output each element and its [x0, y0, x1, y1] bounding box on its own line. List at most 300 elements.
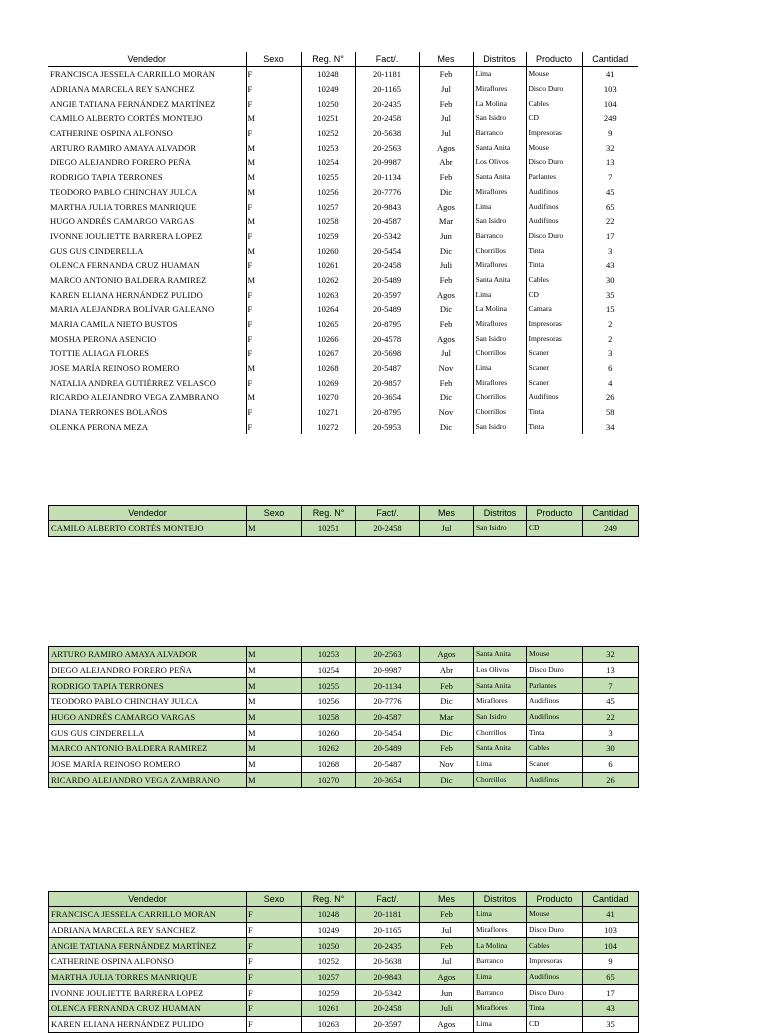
table-row — [49, 678, 639, 694]
cell-cantidad: 104 — [582, 96, 638, 111]
cell-cantidad: 104 — [583, 938, 639, 954]
cell-vendedor: OLENKA PERONA MEZA — [50, 421, 149, 432]
cell-sexo: F — [246, 331, 301, 346]
cell-vendedor: IVONNE JOULIETTE BARRERA LOPEZ — [50, 230, 203, 241]
cell-sexo: F — [246, 346, 301, 361]
cell-sexo: F — [246, 199, 301, 214]
cell-mes: Jul — [419, 126, 473, 141]
table-row — [48, 375, 638, 390]
cell-sexo: F — [246, 258, 301, 273]
cell-mes: Jul — [419, 82, 473, 97]
cell-mes: Feb — [420, 741, 474, 757]
cell-fact: 20-5489 — [355, 302, 419, 317]
cell-cantidad: 3 — [582, 346, 638, 361]
table-body — [49, 521, 639, 537]
table-row — [49, 1001, 639, 1017]
cell-reg-no: 10252 — [302, 954, 356, 970]
cell-cantidad: 41 — [583, 907, 639, 923]
cell-reg-no: 10263 — [302, 1016, 356, 1032]
cell-fact: 20-8795 — [355, 405, 419, 420]
cell-fact: 20-5953 — [355, 420, 419, 435]
table-row — [49, 725, 639, 741]
col-header-reg-no: Reg. N° — [301, 52, 355, 67]
table-row — [48, 199, 638, 214]
table-row — [49, 694, 639, 710]
cell-producto: Scaner — [526, 361, 582, 376]
table-row — [48, 140, 638, 155]
cell-reg-no: 10269 — [301, 375, 355, 390]
cell-producto: Mouse — [526, 140, 582, 155]
cell-sexo: F — [247, 954, 302, 970]
cell-mes: Jun — [419, 229, 473, 244]
cell-fact: 20-2563 — [356, 647, 420, 663]
cell-sexo: M — [246, 390, 301, 405]
cell-mes: Feb — [419, 67, 473, 82]
cell-fact: 20-1165 — [355, 82, 419, 97]
cell-distritos: Barranco — [474, 985, 527, 1001]
cell-sexo: F — [246, 420, 301, 435]
cell-reg-no: 10253 — [301, 140, 355, 155]
cell-sexo: F — [247, 1001, 302, 1017]
cell-cantidad: 30 — [583, 741, 639, 757]
cell-fact: 20-5638 — [356, 954, 420, 970]
cell-fact: 20-1181 — [356, 907, 420, 923]
cell-cantidad: 6 — [583, 756, 639, 772]
cell-vendedor: ANGIE TATIANA FERNÁNDEZ MARTÍNEZ — [49, 938, 247, 954]
table-row — [49, 922, 639, 938]
cell-sexo: M — [247, 741, 302, 757]
cell-cantidad: 6 — [582, 361, 638, 376]
cell-vendedor: FRANCISCA JESSELA CARRILLO MORAN — [49, 907, 247, 923]
cell-vendedor: ARTURO RAMIRO AMAYA ALVADOR — [49, 647, 247, 663]
cell-cantidad: 17 — [582, 229, 638, 244]
cell-reg-no: 10268 — [302, 756, 356, 772]
cell-mes: Feb — [419, 170, 473, 185]
cell-reg-no: 10251 — [302, 521, 356, 537]
cell-sexo: F — [246, 229, 301, 244]
col-header-fact: Fact/. — [356, 892, 420, 907]
table-row — [48, 243, 638, 258]
cell-reg-no: 10272 — [301, 420, 355, 435]
cell-distritos: Lima — [473, 361, 526, 376]
cell-cantidad: 7 — [583, 678, 639, 694]
cell-sexo: M — [246, 243, 301, 258]
cell-mes: Mar — [420, 709, 474, 725]
cell-distritos: Santa Anita — [473, 273, 526, 288]
cell-distritos: Santa Anita — [474, 741, 527, 757]
cell-reg-no: 10253 — [302, 647, 356, 663]
cell-cantidad: 249 — [583, 521, 639, 537]
cell-vendedor: ADRIANA MARCELA REY SANCHEZ — [49, 922, 247, 938]
col-header-cantidad: Cantidad — [583, 506, 639, 521]
cell-mes: Jul — [420, 922, 474, 938]
cell-producto: Audifinos — [527, 709, 583, 725]
cell-mes: Dic — [419, 390, 473, 405]
cell-producto: Tinta — [526, 420, 582, 435]
cell-reg-no: 10262 — [301, 273, 355, 288]
cell-vendedor: RODRIGO TAPIA TERRONES — [50, 172, 163, 183]
cell-sexo: F — [246, 405, 301, 420]
cell-cantidad: 65 — [582, 199, 638, 214]
cell-reg-no: 10270 — [302, 772, 356, 788]
col-header-reg-no: Reg. N° — [302, 892, 356, 907]
cell-reg-no: 10251 — [301, 111, 355, 126]
cell-vendedor: RODRIGO TAPIA TERRONES — [49, 678, 247, 694]
cell-reg-no: 10270 — [301, 390, 355, 405]
cell-reg-no: 10258 — [301, 214, 355, 229]
cell-mes: Dic — [419, 420, 473, 435]
cell-cantidad: 26 — [582, 390, 638, 405]
col-header-distritos: Distritos — [474, 506, 527, 521]
cell-vendedor: NATALIA ANDREA GUTIÉRREZ VELASCO — [50, 377, 216, 388]
cell-vendedor: MARIA ALEJANDRA BOLÍVAR GALEANO — [50, 304, 215, 315]
cell-producto: Tinta — [526, 258, 582, 273]
cell-cantidad: 58 — [582, 405, 638, 420]
cell-producto: Tinta — [527, 1001, 583, 1017]
cell-sexo: M — [247, 772, 302, 788]
table-row — [49, 709, 639, 725]
cell-producto: Scaner — [527, 756, 583, 772]
cell-reg-no: 10248 — [301, 67, 355, 82]
cell-distritos: San Isidro — [473, 420, 526, 435]
cell-vendedor: JOSE MARÍA REINOSO ROMERO — [49, 756, 247, 772]
cell-sexo: F — [247, 907, 302, 923]
cell-mes: Feb — [419, 96, 473, 111]
cell-fact: 20-2458 — [356, 1001, 420, 1017]
cell-sexo: M — [247, 647, 302, 663]
cell-mes: Agos — [420, 969, 474, 985]
cell-producto: Audifinos — [527, 694, 583, 710]
cell-sexo: M — [246, 214, 301, 229]
col-header-vendedor: Vendedor — [49, 506, 247, 521]
cell-distritos: Lima — [473, 199, 526, 214]
table-row — [49, 521, 639, 537]
cell-fact: 20-2458 — [355, 111, 419, 126]
cell-sexo: M — [246, 185, 301, 200]
table-row — [48, 302, 638, 317]
cell-distritos: Barranco — [473, 229, 526, 244]
cell-fact: 20-5454 — [356, 725, 420, 741]
cell-producto: Cables — [526, 273, 582, 288]
cell-fact: 20-3654 — [355, 390, 419, 405]
cell-cantidad: 22 — [583, 709, 639, 725]
cell-cantidad: 65 — [583, 969, 639, 985]
cell-sexo: F — [246, 96, 301, 111]
cell-vendedor: TEODORO PABLO CHINCHAY JULCA — [50, 186, 198, 197]
cell-mes: Agos — [420, 1016, 474, 1032]
cell-producto: Impresoras — [526, 317, 582, 332]
cell-mes: Feb — [420, 938, 474, 954]
cell-vendedor: KAREN ELIANA HERNÁNDEZ PULIDO — [49, 1016, 247, 1032]
cell-distritos: Lima — [474, 969, 527, 985]
cell-reg-no: 10265 — [301, 317, 355, 332]
cell-mes: Juli — [419, 258, 473, 273]
cell-sexo: M — [247, 725, 302, 741]
cell-fact: 20-1165 — [356, 922, 420, 938]
cell-reg-no: 10254 — [301, 155, 355, 170]
col-header-cantidad: Cantidad — [582, 52, 638, 67]
cell-vendedor: TOTTIE ALIAGA FLORES — [50, 348, 150, 359]
cell-producto: Scaner — [526, 375, 582, 390]
col-header-mes: Mes — [420, 506, 474, 521]
cell-reg-no: 10248 — [302, 907, 356, 923]
cell-vendedor: MARIA CAMILA NIETO BUSTOS — [50, 319, 178, 330]
table-row — [48, 317, 638, 332]
cell-vendedor: CAMILO ALBERTO CORTÉS MONTEJO — [50, 113, 203, 124]
cell-fact: 20-1134 — [356, 678, 420, 694]
cell-vendedor: CATHERINE OSPINA ALFONSO — [50, 128, 173, 139]
cell-cantidad: 15 — [582, 302, 638, 317]
cell-cantidad: 45 — [583, 694, 639, 710]
cell-sexo: M — [247, 694, 302, 710]
cell-reg-no: 10261 — [302, 1001, 356, 1017]
col-header-cantidad: Cantidad — [583, 892, 639, 907]
table-row — [48, 390, 638, 405]
cell-mes: Jun — [420, 985, 474, 1001]
cell-fact: 20-3654 — [356, 772, 420, 788]
cell-mes: Agos — [419, 287, 473, 302]
cell-producto: Mouse — [527, 647, 583, 663]
col-header-reg-no: Reg. N° — [302, 506, 356, 521]
cell-cantidad: 249 — [582, 111, 638, 126]
cell-fact: 20-3597 — [356, 1016, 420, 1032]
cell-distritos: Miraflores — [473, 258, 526, 273]
cell-producto: Disco Duro — [526, 82, 582, 97]
cell-reg-no: 10252 — [301, 126, 355, 141]
cell-fact: 20-5342 — [355, 229, 419, 244]
cell-fact: 20-2563 — [355, 140, 419, 155]
cell-reg-no: 10250 — [301, 96, 355, 111]
cell-fact: 20-8795 — [355, 317, 419, 332]
cell-fact: 20-9843 — [356, 969, 420, 985]
cell-distritos: Miraflores — [474, 922, 527, 938]
table-row — [49, 938, 639, 954]
table-row — [48, 273, 638, 288]
cell-cantidad: 22 — [582, 214, 638, 229]
col-header-fact: Fact/. — [356, 506, 420, 521]
cell-reg-no: 10255 — [302, 678, 356, 694]
cell-distritos: Miraflores — [473, 317, 526, 332]
cell-producto: Impresoras — [526, 126, 582, 141]
table-row — [48, 214, 638, 229]
cell-cantidad: 30 — [582, 273, 638, 288]
cell-cantidad: 3 — [583, 725, 639, 741]
cell-reg-no: 10260 — [302, 725, 356, 741]
cell-mes: Abr — [420, 662, 474, 678]
cell-sexo: F — [247, 1016, 302, 1032]
cell-mes: Agos — [419, 140, 473, 155]
cell-cantidad: 41 — [582, 67, 638, 82]
cell-fact: 20-5698 — [355, 346, 419, 361]
cell-sexo: F — [246, 375, 301, 390]
cell-distritos: Miraflores — [474, 1001, 527, 1017]
col-header-producto: Producto — [526, 52, 582, 67]
header-row — [48, 52, 638, 67]
cell-reg-no: 10254 — [302, 662, 356, 678]
cell-producto: Tinta — [526, 243, 582, 258]
cell-vendedor: GUS GUS CINDERELLA — [49, 725, 247, 741]
cell-fact: 20-5638 — [355, 126, 419, 141]
female-sellers-table — [48, 891, 639, 1033]
cell-producto: Audifinos — [526, 214, 582, 229]
cell-mes: Nov — [419, 361, 473, 376]
cell-producto: Audifinos — [527, 969, 583, 985]
cell-distritos: Los Olivos — [473, 155, 526, 170]
cell-distritos: San Isidro — [474, 709, 527, 725]
cell-vendedor: HUGO ANDRÉS CAMARGO VARGAS — [50, 216, 195, 227]
table-row — [49, 662, 639, 678]
cell-sexo: M — [247, 662, 302, 678]
cell-sexo: M — [246, 273, 301, 288]
cell-fact: 20-4578 — [355, 331, 419, 346]
table-row — [49, 1016, 639, 1032]
cell-reg-no: 10264 — [301, 302, 355, 317]
cell-cantidad: 4 — [582, 375, 638, 390]
cell-producto: Audifinos — [526, 199, 582, 214]
cell-sexo: M — [247, 756, 302, 772]
cell-producto: CD — [526, 287, 582, 302]
table-row — [48, 361, 638, 376]
cell-producto: Cables — [527, 741, 583, 757]
table-row — [48, 287, 638, 302]
table-row — [48, 67, 638, 82]
cell-fact: 20-4587 — [356, 709, 420, 725]
cell-distritos: Los Olivos — [474, 662, 527, 678]
cell-fact: 20-5489 — [355, 273, 419, 288]
cell-reg-no: 10249 — [301, 82, 355, 97]
cell-cantidad: 2 — [582, 317, 638, 332]
cell-mes: Dic — [420, 772, 474, 788]
max-cantidad-table — [48, 505, 639, 537]
cell-reg-no: 10257 — [302, 969, 356, 985]
col-header-sexo: Sexo — [247, 506, 302, 521]
cell-mes: Dic — [420, 694, 474, 710]
cell-fact: 20-9843 — [355, 199, 419, 214]
table-row — [48, 346, 638, 361]
cell-distritos: Chorrillos — [473, 346, 526, 361]
cell-fact: 20-5489 — [356, 741, 420, 757]
col-header-producto: Producto — [527, 892, 583, 907]
cell-producto: Audifinos — [526, 390, 582, 405]
table-row — [49, 647, 639, 663]
cell-mes: Nov — [420, 756, 474, 772]
cell-cantidad: 7 — [582, 170, 638, 185]
cell-sexo: F — [246, 302, 301, 317]
table-row — [48, 126, 638, 141]
cell-reg-no: 10255 — [301, 170, 355, 185]
col-header-mes: Mes — [419, 52, 473, 67]
cell-reg-no: 10259 — [301, 229, 355, 244]
cell-distritos: Lima — [474, 756, 527, 772]
cell-distritos: Barranco — [474, 954, 527, 970]
cell-vendedor: KAREN ELIANA HERNÁNDEZ PULIDO — [50, 289, 203, 300]
cell-producto: Disco Duro — [527, 662, 583, 678]
cell-mes: Jul — [420, 954, 474, 970]
cell-distritos: Lima — [474, 1016, 527, 1032]
cell-distritos: Barranco — [473, 126, 526, 141]
cell-cantidad: 2 — [582, 331, 638, 346]
table-row — [49, 741, 639, 757]
cell-producto: Disco Duro — [527, 922, 583, 938]
cell-reg-no: 10263 — [301, 287, 355, 302]
cell-vendedor: MARTHA JULIA TORRES MANRIQUE — [49, 969, 247, 985]
cell-vendedor: GUS GUS CINDERELLA — [50, 245, 144, 256]
cell-vendedor: OLENCA FERNANDA CRUZ HUAMAN — [50, 260, 200, 271]
cell-producto: CD — [527, 521, 583, 537]
cell-distritos: Santa Anita — [473, 140, 526, 155]
cell-sexo: M — [247, 521, 302, 537]
cell-distritos: Lima — [473, 67, 526, 82]
cell-fact: 20-7776 — [356, 694, 420, 710]
cell-producto: Cables — [527, 938, 583, 954]
cell-reg-no: 10271 — [301, 405, 355, 420]
cell-fact: 20-5454 — [355, 243, 419, 258]
cell-producto: Parlantes — [527, 678, 583, 694]
cell-cantidad: 34 — [582, 420, 638, 435]
cell-sexo: M — [247, 678, 302, 694]
col-header-vendedor: Vendedor — [48, 52, 246, 67]
table-body — [49, 907, 639, 1033]
col-header-vendedor: Vendedor — [49, 892, 247, 907]
cell-distritos: Miraflores — [473, 82, 526, 97]
table-row — [49, 954, 639, 970]
cell-reg-no: 10250 — [302, 938, 356, 954]
cell-reg-no: 10257 — [301, 199, 355, 214]
table-row — [48, 229, 638, 244]
cell-cantidad: 43 — [582, 258, 638, 273]
cell-mes: Agos — [420, 647, 474, 663]
cell-mes: Dic — [419, 243, 473, 258]
cell-distritos: Lima — [473, 287, 526, 302]
cell-fact: 20-2458 — [356, 521, 420, 537]
table-row — [48, 82, 638, 97]
cell-vendedor: DIEGO ALEJANDRO FORERO PEÑA — [50, 157, 191, 168]
cell-mes: Abr — [419, 155, 473, 170]
cell-producto: Impresoras — [526, 331, 582, 346]
cell-distritos: Chorrillos — [473, 243, 526, 258]
cell-mes: Agos — [419, 331, 473, 346]
cell-cantidad: 103 — [582, 82, 638, 97]
cell-producto: CD — [527, 1016, 583, 1032]
cell-cantidad: 13 — [582, 155, 638, 170]
ventas-table — [48, 52, 638, 434]
cell-mes: Dic — [419, 302, 473, 317]
cell-fact: 20-5342 — [356, 985, 420, 1001]
table-body — [48, 67, 638, 435]
cell-distritos: Miraflores — [473, 375, 526, 390]
cell-reg-no: 10256 — [302, 694, 356, 710]
cell-mes: Juli — [420, 1001, 474, 1017]
table-row — [48, 258, 638, 273]
cell-sexo: F — [247, 938, 302, 954]
table-row — [48, 96, 638, 111]
cell-fact: 20-9987 — [356, 662, 420, 678]
cell-distritos: San Isidro — [473, 111, 526, 126]
col-header-sexo: Sexo — [247, 892, 302, 907]
cell-cantidad: 17 — [583, 985, 639, 1001]
cell-vendedor: ARTURO RAMIRO AMAYA ALVADOR — [50, 142, 197, 153]
cell-reg-no: 10261 — [301, 258, 355, 273]
cell-mes: Mar — [419, 214, 473, 229]
cell-sexo: M — [246, 111, 301, 126]
table-row — [49, 969, 639, 985]
table-row — [48, 170, 638, 185]
header-row — [49, 892, 639, 907]
cell-vendedor: JOSE MARÍA REINOSO ROMERO — [50, 363, 180, 374]
cell-fact: 20-5487 — [356, 756, 420, 772]
table-row — [48, 405, 638, 420]
cell-reg-no: 10262 — [302, 741, 356, 757]
